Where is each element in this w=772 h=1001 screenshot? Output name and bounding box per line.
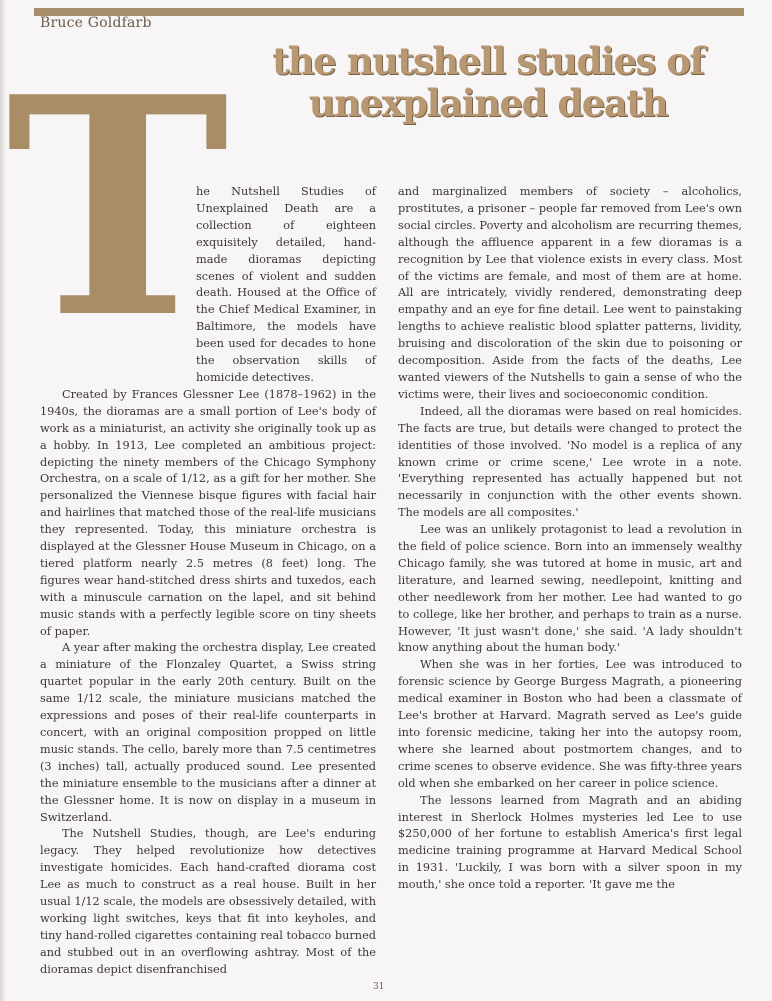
drop-cap: T xyxy=(6,31,230,384)
article-title: the nutshell studies of unexplained death xyxy=(272,39,704,125)
paragraph: The Nutshell Studies, though, are Lee's enduring legacy. They helped revolutionize how detectives investigate homicides. Each hand-crafted diorama cost Lee as much to construct as a real house. Built in her usual 1/12 scale, the models are obsessively detailed, with working light switches, keys that fit into keyholes, and tiny hand-rolled cigarettes containing real tobacco burned and stubbed out in an overflowing ashtray. Most of the dioramas depict disenfranchised xyxy=(40,827,376,976)
paragraph: Lee was an unlikely protagonist to lead a revolution in the field of police science. Born into an immensely wealthy Chicago family, she was tutored at home in music, art and literature, and learned sewing, needlepoint, knitting and other needlework from her mother. Lee had wanted to go to college, like her brother, and perhaps to train as a nurse. However, 'It just wasn't done,' she said. 'A lady shouldn't know anything about the human body.' xyxy=(398,523,742,655)
paragraph: A year after making the orchestra display, Lee created a miniature of the Flonzaley Quartet, a Swiss string quartet popular in the early 20th century. Built on the same 1/12 scale, the miniature musicians matched the expressions and poses of their real-life counterparts in concert, with an original composition propped on little music stands. The cello, barely more than 7.5 centimetres (3 inches) tall, actually produced sound. Lee presented the miniature ensemble to the musicians after a dinner at the Glessner home. It is now on display in a museum in Switzerland. xyxy=(40,641,376,824)
paragraph: When she was in her forties, Lee was introduced to forensic science by George Burgess Magrath, a pioneering medical examiner in Boston who had been a classmate of Lee's brother at Harvard. Magrath served as Lee's guide into forensic medicine, taking her into the autopsy room, where she learned about postmortem changes, and to crime scenes to observe evidence. She was fifty-three years old when she embarked on her career in police science. xyxy=(398,658,742,790)
paragraph: he Nutshell Studies of Unexplained Death are a collection of eighteen exquisitely detailed, hand-made dioramas depicting scenes of violent and sudden death. Housed at the Office of the Chief Medical Examiner, in Baltimore, the models have been used for decades to hone the observation skills of homicide detectives. xyxy=(196,185,376,384)
paragraph: Indeed, all the dioramas were based on real homicides. The facts are true, but details were changed to protect the identities of those involved. 'No model is a replica of any known crime or crime scene,' Lee wrote in a note. 'Everything represented has actually happened but not necessarily in conjunction with the other events shown. The models are all composites.' xyxy=(398,404,742,520)
paragraph: and marginalized members of society – alcoholics, prostitutes, a prisoner – people far removed from Lee's own social circles. Poverty and alcoholism are recurring themes, although the affluence apparent in a few dioramas is a recognition by Lee that violence exists in every class. Most of the victims are female, and most of them are at home. All are intricately, vividly rendered, demonstrating deep empathy and an eye for fine detail. Lee went to painstaking lengths to achieve realistic blood splatter patterns, lividity, bruising and discoloration of the skin due to poisoning or decomposition. Aside from the facts of the deaths, Lee wanted viewers of the Nutshells to gain a sense of who the victims were, their lives and socioeconomic condition. xyxy=(398,185,742,401)
paragraph: The lessons learned from Magrath and an abiding interest in Sherlock Holmes mysteries led Lee to use $250,000 of her fortune to establish America's first legal medicine training programme at Harvard Medical School in 1931. 'Luckily, I was born with a silver spoon in my mouth,' she once told a reporter. 'It gave me the xyxy=(398,793,742,892)
page-number: 31 xyxy=(373,982,385,992)
paragraph: Created by Frances Glessner Lee (1878–1962) in the 1940s, the dioramas are a small portion of Lee's body of work as a miniaturist, an activity she originally took up as a hobby. In 1913, Lee completed an ambitious project: depicting the ninety members of the Chicago Symphony Orchestra, on a scale of 1/12, as a gift for her mother. She personalized the Viennese bisque figures with facial hair and hairlines that matched those of the real-life musicians they represented. Today, this miniature orchestra is displayed at the Glessner House Museum in Chicago, on a tiered platform nearly 2.5 metres (8 feet) long. The figures wear hand-stitched dress shirts and tuxedos, each with a minuscule carnation on the lapel, and sit behind music stands with a perfectly legible score on tiny sheets of paper. xyxy=(40,387,376,638)
right-column xyxy=(398,184,742,894)
author-name: Bruce Goldfarb xyxy=(40,15,152,31)
left-column xyxy=(40,184,376,979)
